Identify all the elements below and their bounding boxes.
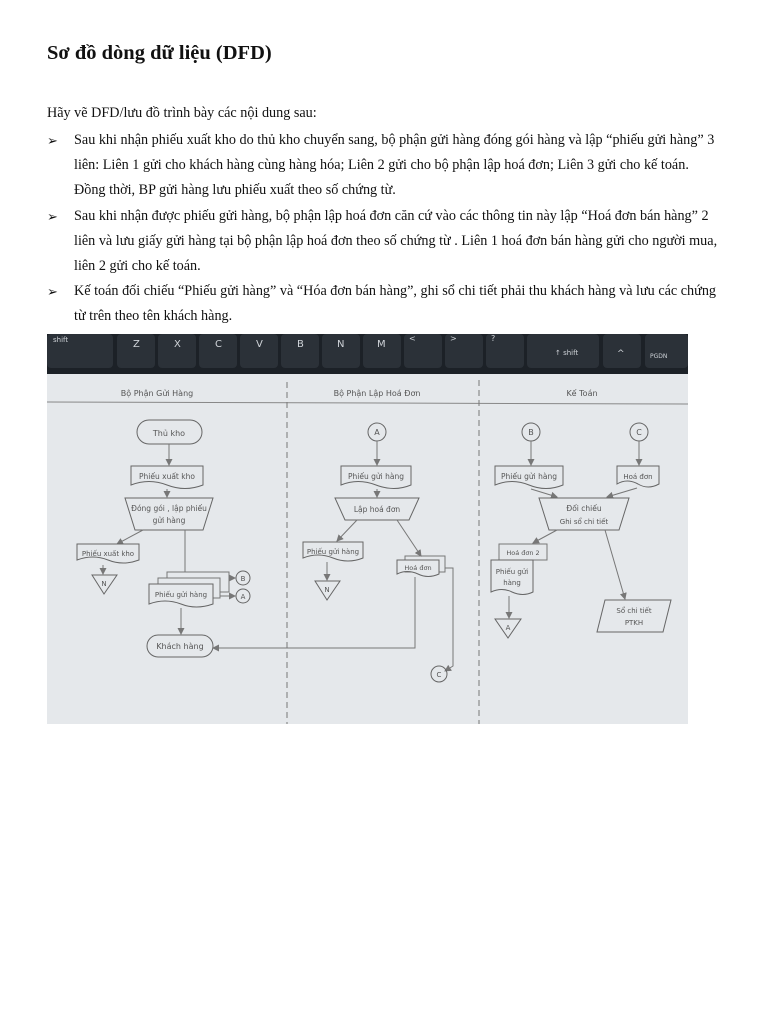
lane-title-invoicing: Bộ Phận Lập Hoá Đơn <box>333 389 421 398</box>
label-lane3-conn-c: C <box>636 428 642 437</box>
intro-text: Hãy vẽ DFD/lưu đồ trình bày các nội dung sau: <box>47 105 317 121</box>
list-item <box>47 128 723 204</box>
list-item <box>47 279 723 329</box>
lane-title-shipping: Bộ Phận Gửi Hàng <box>120 389 194 398</box>
key-b: B <box>297 339 304 350</box>
document-lane3-pgh2 <box>491 560 533 595</box>
label-lane2-store-n: N <box>324 586 330 594</box>
label-thu-kho: Thủ kho <box>152 429 186 438</box>
keyboard-keys <box>47 334 688 368</box>
label-phieu-xuat-kho: Phiếu xuất kho <box>139 472 195 481</box>
label-lane2-conn-a: A <box>374 428 380 437</box>
list-item-text: Sau khi nhận phiếu xuất kho do thủ kho chuyển sang, bộ phận gửi hàng đóng gói hàng và lập “phiếu gửi hàng” 3 liên: Liên 1 gửi cho khách hàng cùng hàng hóa; Liên 2 gửi cho bộ phận lập hoá đơn; Liên 3 gửi cho kế toán. Đồng thời, BP gửi hàng lưu phiếu xuất theo số chứng từ. <box>74 132 715 199</box>
label-dong-goi-2: gửi hàng <box>152 516 186 525</box>
flowchart-photo <box>47 334 688 724</box>
label-conn-a: A <box>240 593 246 601</box>
key-up-arrow-icon: ^ <box>617 349 625 359</box>
bullet-arrow-icon: ➢ <box>47 133 58 148</box>
lane-title-accounting: Kế Toán <box>566 389 598 398</box>
label-doi-chieu-1: Đối chiếu <box>566 504 602 513</box>
paper-sheet <box>47 374 688 724</box>
list-item <box>47 204 723 280</box>
label-lane3-pgh2-2: hàng <box>503 579 521 587</box>
key-c: C <box>215 339 222 350</box>
key-greater-than: > <box>450 334 457 343</box>
requirement-list <box>47 128 723 330</box>
label-lane3-hd2: Hoá đơn 2 <box>506 549 540 557</box>
label-lane3-conn-b: B <box>528 428 534 437</box>
label-conn-b: B <box>240 575 246 583</box>
label-khach-hang: Khách hàng <box>156 642 204 651</box>
key-n: N <box>337 339 345 350</box>
key-z: Z <box>133 339 140 350</box>
key-shift-left: shift <box>53 336 69 344</box>
label-lane3-store-a: A <box>505 624 511 632</box>
label-conn-c: C <box>436 671 442 679</box>
label-lap-hoa-don: Lập hoá đơn <box>353 505 401 514</box>
label-lane3-hd: Hoá đơn <box>623 473 653 481</box>
label-pxk-store: Phiếu xuất kho <box>81 550 135 558</box>
label-dong-goi-1: Đóng gói , lập phiếu <box>131 504 207 513</box>
key-shift-right: ↑ shift <box>555 349 579 357</box>
key-less-than: < <box>409 334 416 343</box>
key-v: V <box>256 339 263 350</box>
key-x: X <box>174 339 181 350</box>
list-item-text: Sau khi nhận được phiếu gửi hàng, bộ phận lập hoá đơn căn cứ vào các thông tin này lập “Hoá đơn bán hàng” 2 liên và lưu giấy gửi hàng tại bộ phận lập hoá đơn theo số chứng từ . Liên 1 hoá đơn bán hàng gửi cho người mua, liên 2 gửi cho kế toán. <box>74 207 718 275</box>
label-pgh-1: Phiếu gửi hàng <box>154 591 208 599</box>
label-lane3-pgh2-1: Phiếu gửi <box>495 568 529 576</box>
label-store-n: N <box>101 580 107 588</box>
bullet-arrow-icon: ➢ <box>47 208 58 224</box>
label-doi-chieu-2: Ghi sổ chi tiết <box>559 518 609 526</box>
bullet-arrow-icon: ➢ <box>47 284 58 300</box>
label-lane2-pgh: Phiếu gửi hàng <box>348 472 404 481</box>
key-pgdn: PGDN <box>650 353 668 360</box>
page-title: Sơ đồ dòng dữ liệu (DFD) <box>47 42 272 64</box>
key-question: ? <box>491 334 496 343</box>
label-so-chi-tiet-1: Sổ chi tiết <box>616 607 652 615</box>
label-lane2-pgh-store: Phiếu gửi hàng <box>306 548 360 556</box>
list-item-text: Kế toán đối chiếu “Phiếu gửi hàng” và “Hóa đơn bán hàng”, ghi sổ chi tiết phải thu khách hàng và lưu các chứng từ trên theo tên khách hàng. <box>74 283 717 325</box>
key-m: M <box>377 339 386 350</box>
label-so-chi-tiet-2: PTKH <box>624 619 644 627</box>
label-hoa-don: Hoá đơn <box>404 564 432 572</box>
label-lane3-pgh: Phiếu gửi hàng <box>501 472 557 481</box>
flowchart-drawing <box>47 334 688 724</box>
